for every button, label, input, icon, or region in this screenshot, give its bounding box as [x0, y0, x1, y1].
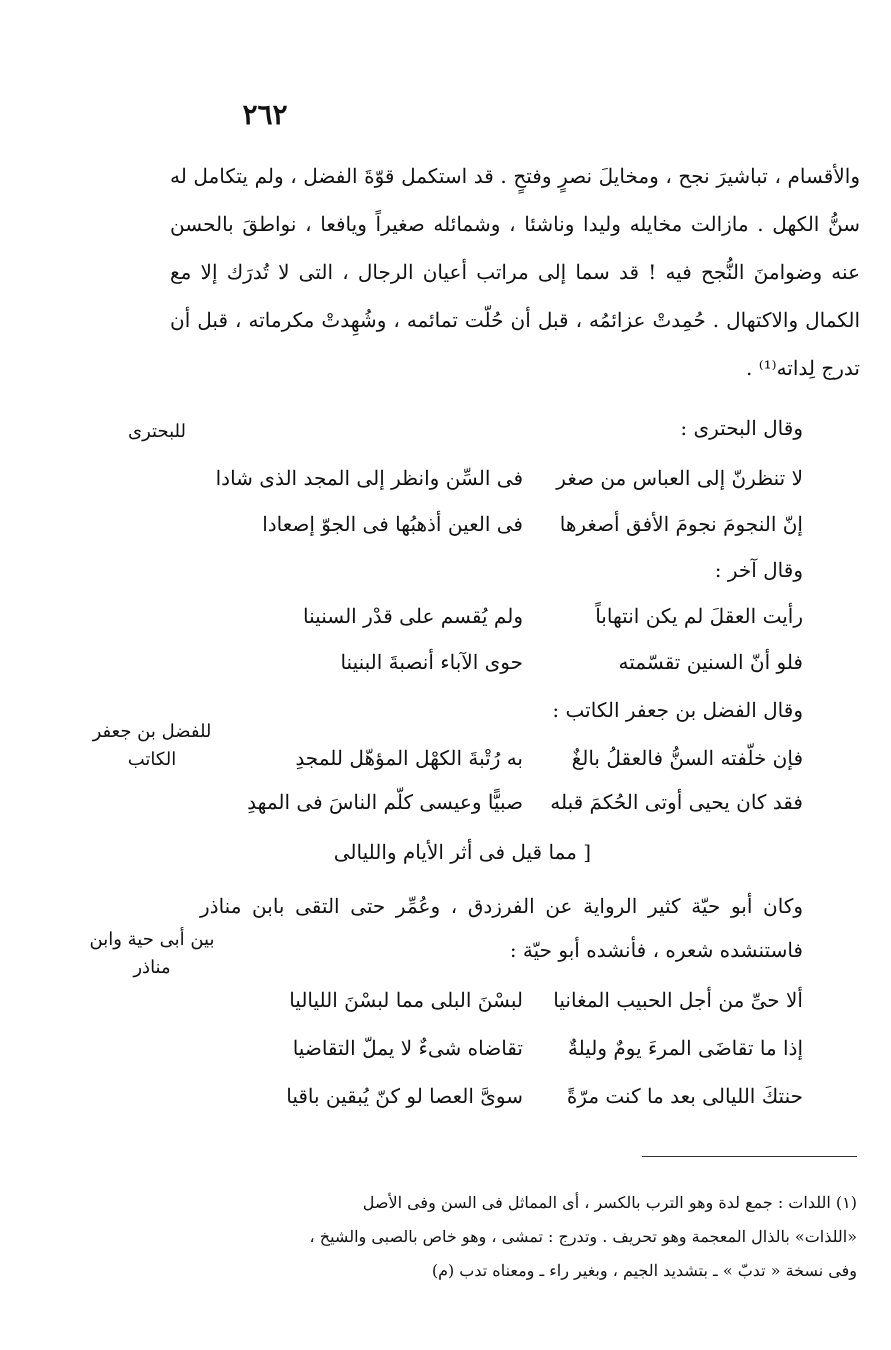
- verse-hemistich-right: فقد كان يحيى أوتى الحُكمَ قبله: [550, 790, 803, 814]
- verse-hemistich-right: لا تنظرنّ إلى العباس من صغر: [556, 466, 803, 490]
- section-intro: وقال آخر :: [714, 558, 803, 582]
- footnote-line: (١) اللدات : جمع لدة وهو الترب بالكسر ، أى المماثل فى السن وفى الأصل: [362, 1193, 857, 1212]
- verse-hemistich-right: فلو أنّ السنين تقسّمته: [618, 650, 803, 674]
- verse-hemistich-right: ألا حىِّ من أجل الحبيب المغانيا: [553, 988, 803, 1012]
- footnote-divider: [642, 1156, 857, 1157]
- opening-paragraph-text: والأقسام ، تباشيرَ نجح ، ومخايلَ نصرٍ وفتحٍ . قد استكمل قوّةَ الفضل ، ولم يتكامل له سنُّ الكهل . مازالت مخايله وليدا وناشئا ، وشمائله صغيراً ويافعا ، نواطقَ بالحسن عنه وضوامنَ النُّجح فيه ! قد سما إلى مراتب أعيان الرجال ، التى لا تُدرَك إلا مع الكمال والاكتهال . حُمِدتْ عزائمُه ، قبل أن حُلّت تمائمه ، وشُهِدتْ مكرماته ، قبل أن تدرج لِداته⁽¹⁾ .: [170, 164, 860, 380]
- closing-paragraph: وكان أبو حيّة كثير الرواية عن الفرزدق ، وعُمِّر حتى التقى بابن مناذر فاستنشده شعره ، فأنشده أبو حيّة :: [200, 894, 803, 962]
- verse-hemistich-left: به رُتْبةَ الكهْل المؤهّل للمجدِ: [295, 746, 523, 770]
- verse-hemistich-left: لبسْنَ البلى مما لبسْنَ اللياليا: [289, 988, 523, 1012]
- margin-note: للبحترى: [128, 421, 186, 442]
- page-number: ٢٦٢: [242, 98, 288, 131]
- verse-hemistich-left: فى العين أذهبُها فى الجوّ إصعادا: [262, 512, 523, 536]
- verse-hemistich-left: ولم يُقسم على قدْر السنينا: [303, 604, 523, 628]
- verse-hemistich-left: تقاضاه شىءٌ لا يملّ التقاضيا: [292, 1036, 523, 1060]
- footnote-line: «اللذات» بالذال المعجمة وهو تحريف . وتدرج : تمشى ، وهو خاص بالصبى والشيخ ،: [309, 1227, 857, 1246]
- section-intro: وقال الفضل بن جعفر الكاتب :: [552, 698, 803, 722]
- footnote: [92, 1186, 857, 1288]
- verse-hemistich-right: حنتكَ الليالى بعد ما كنت مرّةً: [566, 1084, 803, 1108]
- section-intro: وقال البحترى :: [680, 416, 803, 440]
- margin-note: بين أبى حية وابن مناذر: [89, 929, 215, 978]
- verse-hemistich-left: سوىَّ العصا لو كنّ يُبقين باقيا: [286, 1084, 523, 1108]
- verse-hemistich-right: إنّ النجومَ نجومَ الأفق أصغرها: [559, 512, 803, 536]
- margin-note: للفضل بن جعفر الكاتب: [92, 721, 212, 770]
- verse-hemistich-left: فى السِّن وانظر إلى المجد الذى شادا: [215, 466, 523, 490]
- section-subheading: [ مما قيل فى أثر الأيام والليالى: [333, 840, 591, 864]
- opening-paragraph: [170, 152, 860, 392]
- verse-hemistich-left: حوى الآباء أنصبةَ البنينا: [340, 650, 523, 674]
- verse-hemistich-right: رأيت العقلَ لم يكن انتهاباً: [595, 604, 803, 628]
- footnote-line: وفى نسخة « تدبّ » ـ بتشديد الجيم ، وبغير راء ـ ومعناه تدب (م): [431, 1261, 857, 1280]
- verse-hemistich-left: صبيًّا وعيسى كلّم الناسَ فى المهدِ: [247, 790, 523, 814]
- verse-hemistich-right: فإن خلّفته السنُّ فالعقلُ بالغٌ: [571, 746, 803, 770]
- verse-hemistich-right: إذا ما تقاضَى المرءَ يومٌ وليلةٌ: [567, 1036, 803, 1060]
